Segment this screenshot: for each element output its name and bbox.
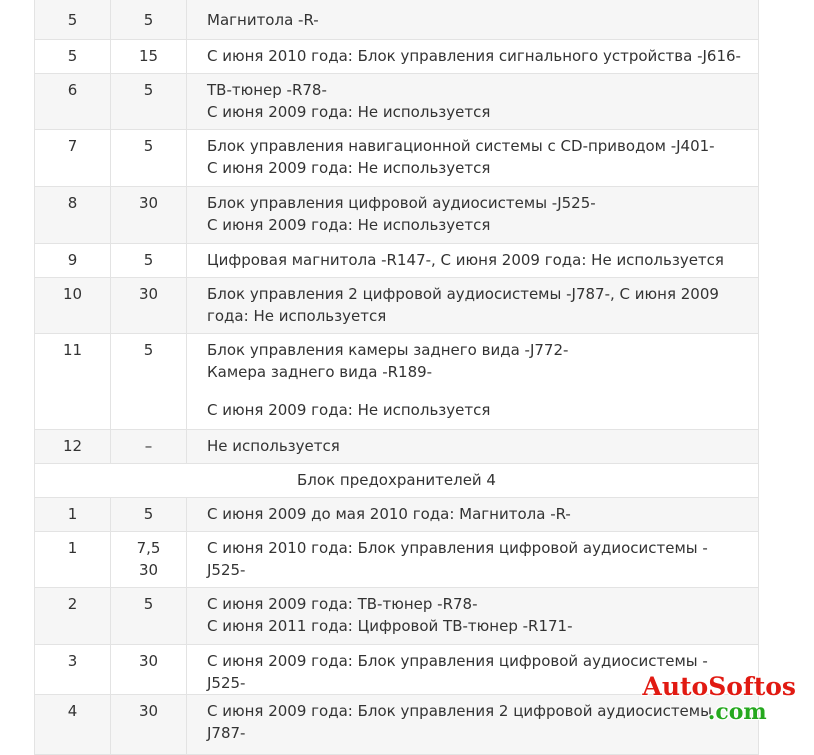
fuse-number: 6 (35, 74, 111, 130)
fuse-description (187, 498, 759, 532)
description-line: С июня 2009 года: Не используется (207, 216, 491, 234)
section-title: Блок предохранителей 4 (35, 464, 759, 498)
description-line: С июня 2011 года: Цифровой ТВ-тюнер -R171- (207, 617, 573, 635)
fuse-number: 1 (35, 498, 111, 532)
description-line: С июня 2009 года: Блок управления цифровой аудиосистемы -J525- (207, 652, 708, 692)
description-line: С июня 2009 года: Не используется (207, 401, 491, 419)
table-row (35, 532, 759, 588)
fuse-amperage: 7,5 30 (111, 532, 187, 588)
fuse-amperage: 5 (111, 244, 187, 278)
fuse-description (187, 244, 759, 278)
description-line: С июня 2010 года: Блок управления сигнального устройства -J616- (207, 47, 741, 65)
fuse-description (187, 0, 759, 40)
description-line: С июня 2009 года: Не используется (207, 159, 491, 177)
watermark-text: AutoSoftos (642, 672, 796, 701)
table-row (35, 0, 759, 40)
description-line: Камера заднего вида -R189- (207, 363, 433, 381)
fuse-amperage: 5 (111, 74, 187, 130)
watermark-domain: .com (707, 699, 767, 725)
description-line: Блок управления камеры заднего вида -J772- (207, 341, 569, 359)
fuse-description (187, 430, 759, 464)
table-row (35, 187, 759, 244)
fuse-description (187, 74, 759, 130)
fuse-amperage: 30 (111, 278, 187, 334)
fuse-description (187, 588, 759, 645)
section-header-row (35, 464, 759, 498)
fuse-amperage: 30 (111, 645, 187, 695)
description-line: С июня 2009 года: Не используется (207, 103, 491, 121)
description-line: Блок управления навигационной системы с CD-приводом -J401- (207, 137, 715, 155)
fuse-number: 5 (35, 40, 111, 74)
fuse-number: 7 (35, 130, 111, 187)
fuse-amperage: 5 (111, 498, 187, 532)
fuse-number: 10 (35, 278, 111, 334)
fuse-amperage: 5 (111, 0, 187, 40)
watermark-logo (642, 674, 796, 723)
description-line: Не используется (207, 437, 340, 455)
description-line: Цифровая магнитола -R147-, С июня 2009 года: Не используется (207, 251, 724, 269)
fuse-number: 12 (35, 430, 111, 464)
fuse-amperage: 5 (111, 130, 187, 187)
table-row (35, 334, 759, 430)
fuse-amperage: 30 (111, 187, 187, 244)
table-row (35, 498, 759, 532)
table-row (35, 74, 759, 130)
fuse-amperage: 15 (111, 40, 187, 74)
table-row (35, 244, 759, 278)
table-row (35, 278, 759, 334)
table-row (35, 40, 759, 74)
description-line: С июня 2009 года: Блок управления 2 цифровой аудиосистемы -J787- (207, 702, 723, 742)
fuse-description (187, 187, 759, 244)
fuse-number: 1 (35, 532, 111, 588)
fuse-description (187, 130, 759, 187)
fuse-number: 4 (35, 695, 111, 755)
fuse-description (187, 334, 759, 430)
fuse-amperage: 5 (111, 588, 187, 645)
table-row (35, 430, 759, 464)
fuse-description (187, 278, 759, 334)
description-line: Блок управления цифровой аудиосистемы -J525- (207, 194, 596, 212)
description-line: ТВ-тюнер -R78- (207, 81, 327, 99)
fuse-number: 11 (35, 334, 111, 430)
fuse-number: 5 (35, 0, 111, 40)
fuse-description (187, 40, 759, 74)
fuse-amperage: 5 (111, 334, 187, 430)
description-line: С июня 2010 года: Блок управления цифровой аудиосистемы -J525- (207, 539, 708, 579)
description-line: С июня 2009 до мая 2010 года: Магнитола -R- (207, 505, 571, 523)
fuse-amperage: 30 (111, 695, 187, 755)
fuse-number: 9 (35, 244, 111, 278)
table-row (35, 588, 759, 645)
fuse-description (187, 532, 759, 588)
fuse-number: 8 (35, 187, 111, 244)
description-line: Блок управления 2 цифровой аудиосистемы -J787-, С июня 2009 года: Не используется (207, 285, 719, 325)
description-line: Магнитола -R- (207, 11, 319, 29)
fuse-table (34, 0, 759, 755)
fuse-number: 2 (35, 588, 111, 645)
fuse-table-body (35, 0, 759, 755)
fuse-amperage: – (111, 430, 187, 464)
fuse-number: 3 (35, 645, 111, 695)
table-row (35, 130, 759, 187)
description-line: С июня 2009 года: ТВ-тюнер -R78- (207, 595, 478, 613)
